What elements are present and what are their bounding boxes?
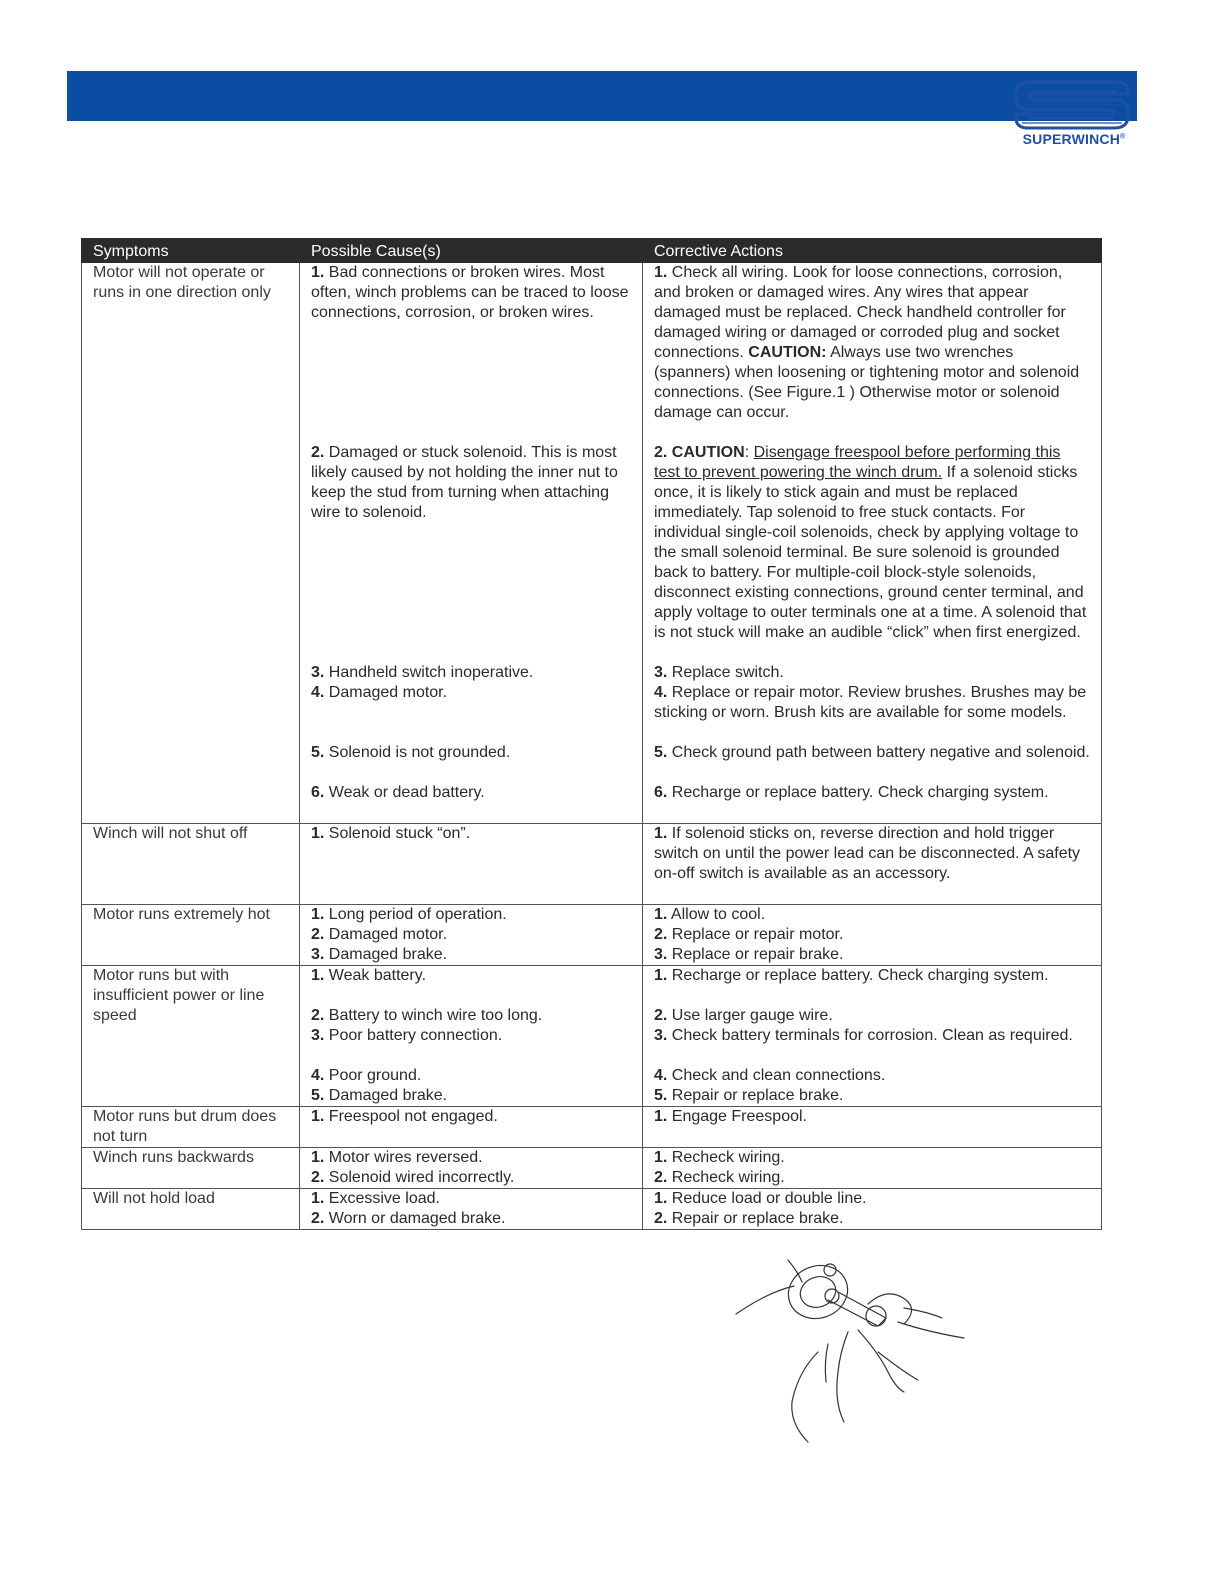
actions-cell: 1. If solenoid sticks on, reverse direction and hold trigger switch on until the power lead can be disconnected. A safety on-off switch is available as an accessory.: [643, 824, 1102, 905]
table-row: [82, 966, 1102, 1107]
causes-cell: 1. Freespool not engaged.: [300, 1107, 643, 1148]
header-symptoms: Symptoms: [82, 239, 300, 263]
symptom-cell: Winch runs backwards: [82, 1148, 300, 1189]
actions-cell: 1. Reduce load or double line. 2. Repair or replace brake.: [643, 1189, 1102, 1230]
table-row: [82, 824, 1102, 905]
actions-cell: 1. Engage Freespool.: [643, 1107, 1102, 1148]
table-header-row: [82, 239, 1102, 263]
actions-cell: 1. Allow to cool. 2. Replace or repair motor. 3. Replace or repair brake.: [643, 905, 1102, 966]
symptom-cell: Motor runs extremely hot: [82, 905, 300, 966]
table-row: [82, 263, 1102, 824]
header-possible-causes: Possible Cause(s): [300, 239, 643, 263]
header-corrective-actions: Corrective Actions: [643, 239, 1102, 263]
actions-cell: 1. Recheck wiring. 2. Recheck wiring.: [643, 1148, 1102, 1189]
table-row: [82, 1189, 1102, 1230]
symptom-cell: Motor runs but drum does not turn: [82, 1107, 300, 1148]
wrench-on-solenoid-illustration-icon: [728, 1252, 973, 1447]
troubleshooting-table: [81, 238, 1102, 1230]
header-bar: [67, 71, 1137, 121]
causes-cell: 1. Bad connections or broken wires. Most often, winch problems can be traced to loose connections, corrosion, or broken wires. 2. Damaged or stuck solenoid. This is most likely caused by not holding the inner nut to keep the stud from turning when attaching wire to solenoid. 3. Handheld switch inoperative. 4. Damaged motor. 5. Solenoid is not grounded. 6. Weak or dead battery.: [300, 263, 643, 824]
table-row: [82, 1148, 1102, 1189]
actions-cell: 1. Recharge or replace battery. Check charging system. 2. Use larger gauge wire. 3. Check battery terminals for corrosion. Clean as required. 4. Check and clean connections. 5. Repair or replace brake.: [643, 966, 1102, 1107]
table-row: [82, 1107, 1102, 1148]
symptom-cell: Winch will not shut off: [82, 824, 300, 905]
table-row: [82, 905, 1102, 966]
causes-cell: 1. Excessive load. 2. Worn or damaged brake.: [300, 1189, 643, 1230]
causes-cell: 1. Long period of operation. 2. Damaged motor. 3. Damaged brake.: [300, 905, 643, 966]
actions-cell: 1. Check all wiring. Look for loose connections, corrosion, and broken or damaged wires. Any wires that appear damaged must be replaced. Check handheld controller for damaged wiring or damaged or corroded plug and socket connections. CAUTION: Always use two wrenches (spanners) when loosening or tightening motor and solenoid connections. (See Figure.1 ) Otherwise motor or solenoid damage can occur. 2. CAUTION: Disengage freespool before performing this test to prevent powering the winch drum. If a solenoid sticks once, it is likely to stick again and must be replaced immediately. Tap solenoid to free stuck contacts. For individual single-coil solenoids, check by applying voltage to the small solenoid terminal. Be sure solenoid is grounded back to battery. For multiple-coil block-style solenoids, disconnect existing connections, ground center terminal, and apply voltage to outer terminals one at a time. A solenoid that is not stuck will make an audible “click” when first energized. 3. Replace switch. 4. Replace or repair motor. Review brushes. Brushes may be sticking or worn. Brush kits are available for some models. 5. Check ground path between battery negative and solenoid. 6. Recharge or replace battery. Check charging system.: [643, 263, 1102, 824]
causes-cell: 1. Solenoid stuck “on”.: [300, 824, 643, 905]
symptom-cell: Motor will not operate or runs in one direction only: [82, 263, 300, 824]
symptom-cell: Motor runs but with insufficient power or line speed: [82, 966, 300, 1107]
brand-name: SUPERWINCH®: [1022, 131, 1126, 147]
causes-cell: 1. Weak battery. 2. Battery to winch wire too long. 3. Poor battery connection. 4. Poor ground. 5. Damaged brake.: [300, 966, 643, 1107]
causes-cell: 1. Motor wires reversed. 2. Solenoid wired incorrectly.: [300, 1148, 643, 1189]
symptom-cell: Will not hold load: [82, 1189, 300, 1230]
